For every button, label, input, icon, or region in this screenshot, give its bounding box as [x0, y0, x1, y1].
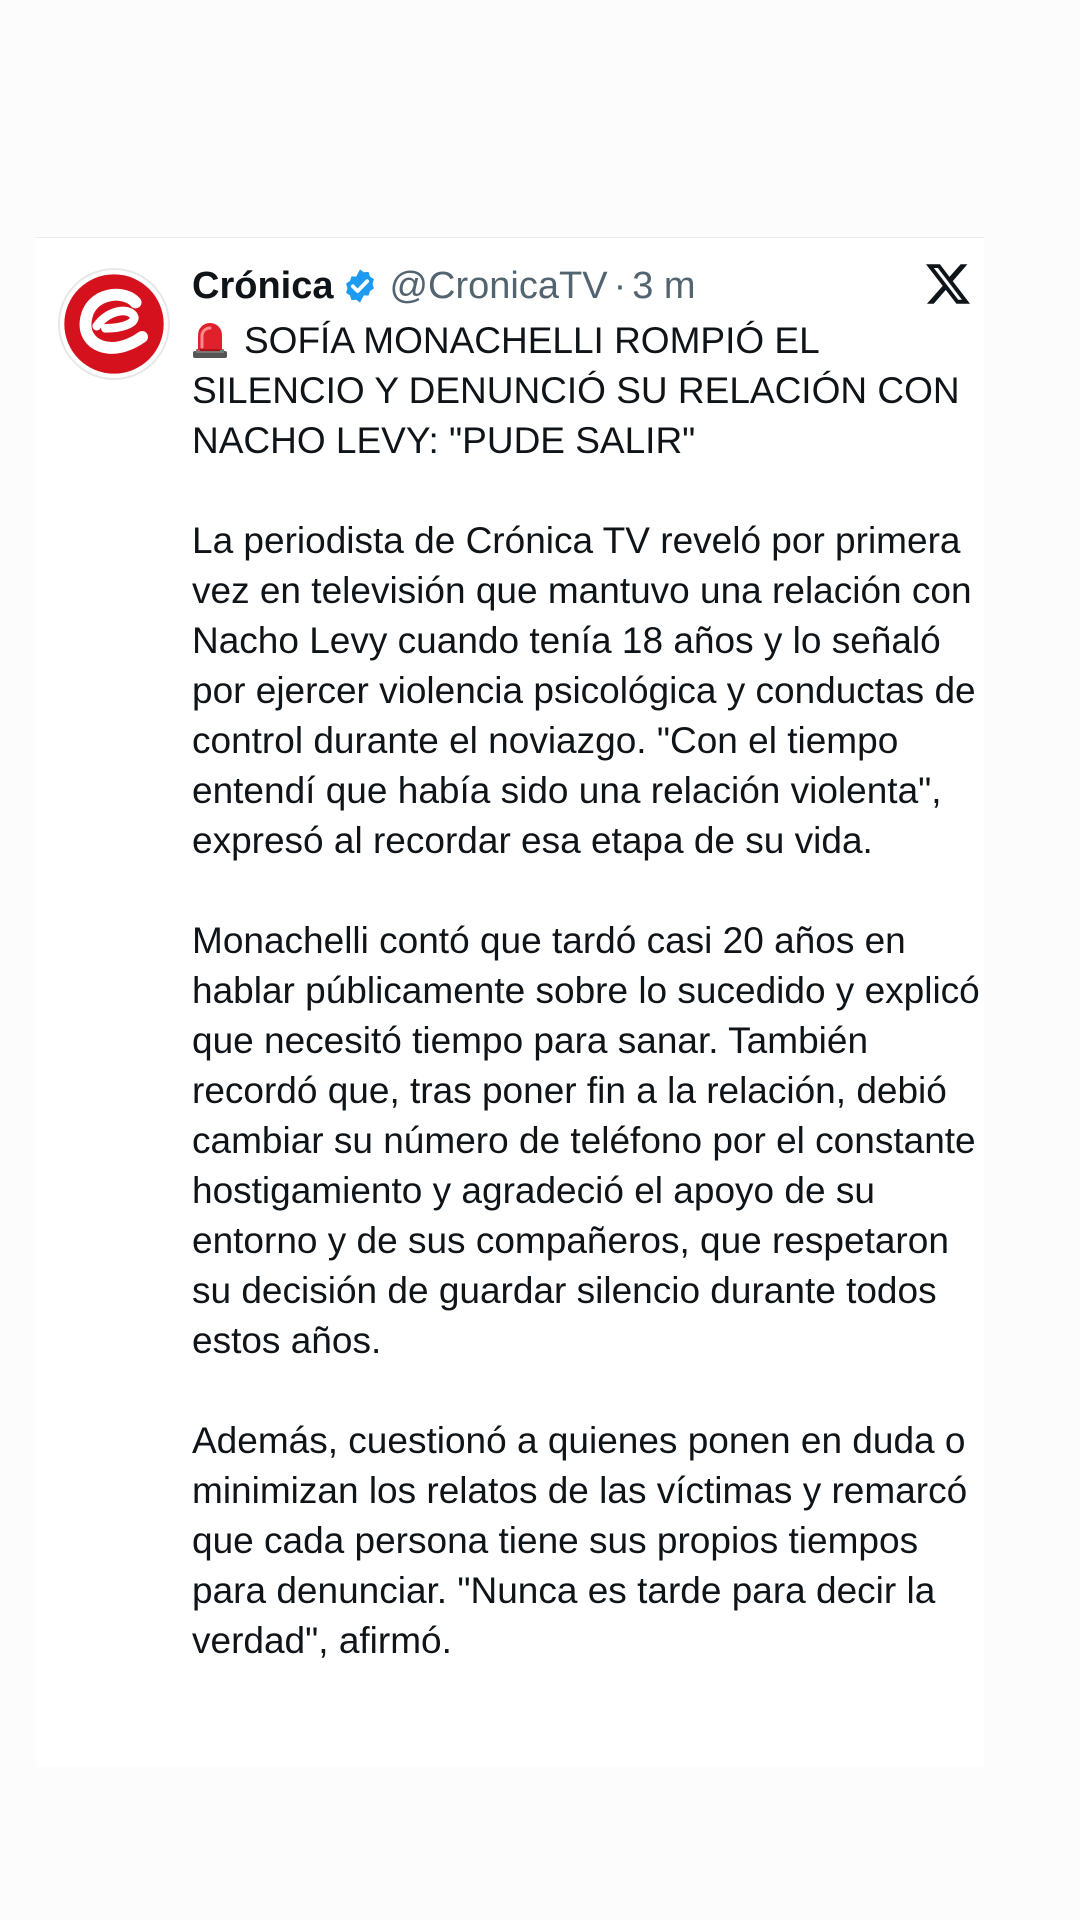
separator-dot: · [613, 265, 627, 307]
x-logo-icon[interactable] [926, 262, 970, 306]
tweet-headline [192, 316, 982, 466]
paragraph-3: Además, cuestionó a quienes ponen en duda o minimizan los relatos de las víctimas y remarcó que cada persona tiene sus propios tiempos para denunciar. "Nunca es tarde para decir la verdad", afirmó. [192, 1420, 968, 1661]
tweet-text [192, 316, 982, 1666]
divider [36, 237, 984, 238]
tweet-header [192, 258, 696, 314]
display-name[interactable]: Crónica [192, 265, 334, 307]
siren-icon [192, 319, 228, 359]
cronica-logo-icon [60, 270, 168, 378]
paragraph-1: La periodista de Crónica TV reveló por primera vez en televisión que mantuvo una relación con Nacho Levy cuando tenía 18 años y lo señaló por ejercer violencia psicológica y conductas de control durante el noviazgo. "Con el tiempo entendí que había sido una relación violenta", expresó al recordar esa etapa de su vida. [192, 520, 976, 861]
timestamp[interactable]: 3 m [632, 265, 696, 307]
paragraph-2: Monachelli contó que tardó casi 20 años en hablar públicamente sobre lo sucedido y explicó que necesitó tiempo para sanar. También recordó que, tras poner fin a la relación, debió cambiar su número de teléfono por el constante hostigamiento y agradeció el apoyo de su entorno y de sus compañeros, que respetaron su decisión de guardar silencio durante todos estos años. [192, 920, 980, 1361]
verified-badge-icon [341, 267, 379, 305]
headline-text: SOFÍA MONACHELLI ROMPIÓ EL SILENCIO Y DENUNCIÓ SU RELACIÓN CON NACHO LEVY: "PUDE SALIR" [192, 320, 960, 461]
handle[interactable]: @CronicaTV [389, 265, 608, 307]
avatar[interactable] [58, 268, 170, 380]
